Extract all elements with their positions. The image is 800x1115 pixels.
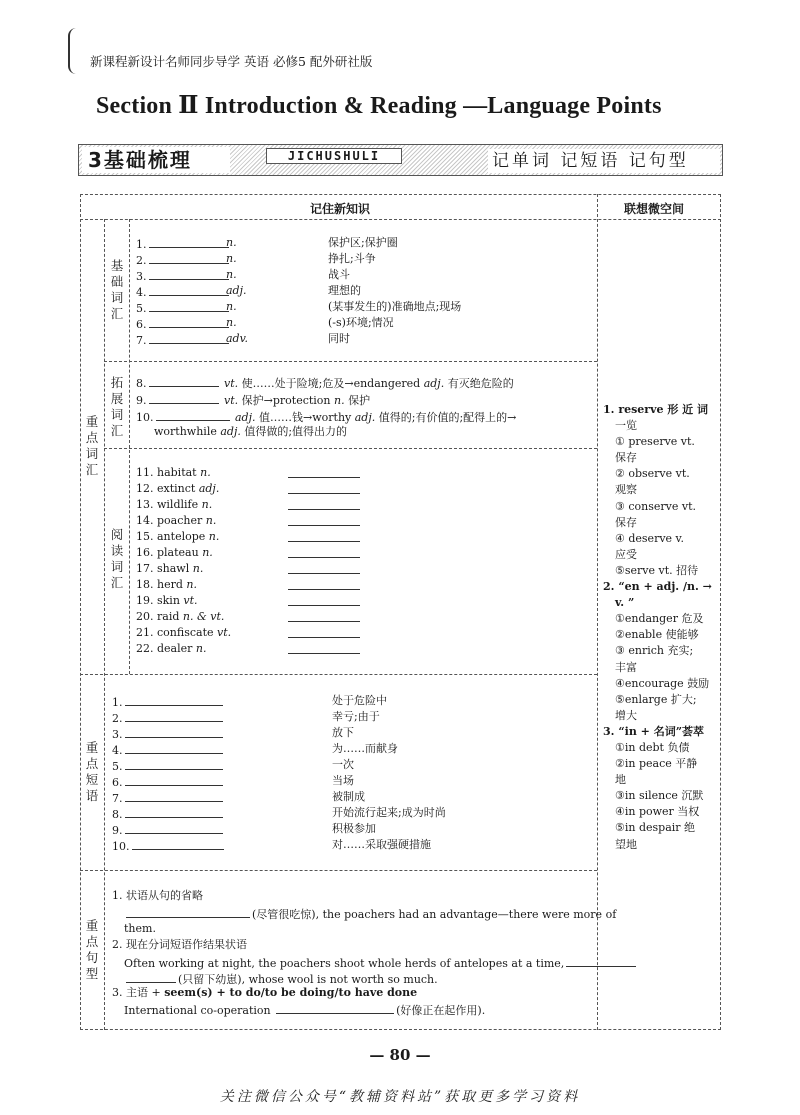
phrase-item: 7. 被制成 — [112, 790, 365, 805]
reading-vocab-item: 16. plateau n. — [136, 546, 213, 560]
answer-blank[interactable] — [149, 300, 229, 312]
reading-vocab-item: 15. antelope n. — [136, 530, 219, 544]
basic-vocab-item: 5. n. (某事发生的)准确地点;现场 — [136, 300, 462, 315]
reading-vocab-item: 22. dealer n. — [136, 642, 207, 656]
association-notes — [603, 402, 715, 853]
note-line: ② observe vt. — [615, 467, 690, 481]
note-line: ①in debt 负债 — [615, 740, 690, 754]
note-line: ②in peace 平静 — [615, 757, 698, 771]
phrase-item: 10. 对……采取强硬措施 — [112, 838, 431, 853]
extended-vocab-continuation: worthwhile adj. 值得做的;值得出力的 — [154, 425, 348, 438]
header-divider — [80, 219, 721, 220]
banner-label: 3基础梳理 — [82, 147, 230, 173]
divider-extended-reading — [104, 448, 597, 449]
category-column-divider — [104, 219, 105, 1030]
side-column-header: 联想微空间 — [624, 202, 685, 216]
basic-vocab-item: 2. n. 挣扎;斗争 — [136, 252, 376, 267]
sentence-pattern-title: 2. 现在分词短语作结果状语 — [112, 938, 247, 951]
answer-blank[interactable] — [149, 284, 229, 296]
note-line: 地 — [615, 773, 626, 787]
sentence-continuation: them. — [124, 922, 156, 935]
basic-vocab-item: 1. n. 保护区;保护圈 — [136, 236, 398, 251]
note-line: ④in power 当权 — [615, 805, 700, 819]
answer-blank[interactable] — [288, 482, 360, 494]
answer-blank[interactable] — [288, 594, 360, 606]
note-line: 1. reserve 形 近 词 — [603, 403, 708, 416]
extended-vocab-item: 10. adj. 值……钱→worthy adj. 值得的;有价值的;配得上的→ — [136, 411, 517, 424]
answer-blank[interactable] — [156, 409, 230, 421]
answer-blank[interactable] — [288, 610, 360, 622]
extended-vocab-item: 9. vt. 保护→protection n. 保护 — [136, 394, 371, 407]
divider-basic-extended — [104, 361, 597, 362]
header-bracket — [68, 28, 80, 74]
note-line: 丰富 — [615, 660, 637, 674]
basic-vocab-item: 7. adv. 同时 — [136, 332, 350, 347]
answer-blank[interactable] — [288, 498, 360, 510]
note-line: ③ enrich 充实; — [615, 644, 694, 658]
divider-phrases-sentences — [80, 870, 597, 871]
note-line: ③in silence 沉默 — [615, 789, 704, 803]
answer-blank[interactable] — [149, 392, 219, 404]
reading-vocab-item: 19. skin vt. — [136, 594, 198, 608]
basic-vocab-item: 3. n. 战斗 — [136, 268, 350, 283]
reading-vocab-item: 20. raid n. & vt. — [136, 610, 224, 624]
main-column-header: 记住新知识 — [310, 202, 371, 216]
note-line: 观察 — [615, 483, 637, 497]
phrase-item: 6. 当场 — [112, 774, 354, 789]
sentence-pattern-title: 1. 状语从句的省略 — [112, 889, 203, 902]
reading-vocab-item: 18. herd n. — [136, 578, 197, 592]
basic-vocab-item: 4. adj. 理想的 — [136, 284, 361, 299]
answer-blank[interactable] — [126, 971, 176, 983]
subcategory-basic-vocab: 基础词汇 — [110, 258, 124, 321]
answer-blank[interactable] — [125, 726, 223, 738]
banner-subtitle: 记单词 记短语 记句型 — [488, 149, 720, 173]
answer-blank[interactable] — [288, 514, 360, 526]
reading-vocab-item: 11. habitat n. — [136, 466, 211, 480]
note-line: ④ deserve v. — [615, 531, 684, 545]
note-line: ① preserve vt. — [615, 435, 695, 449]
note-line: 一览 — [615, 419, 637, 433]
sentence-continuation: (只留下幼崽), whose wool is not worth so much. — [124, 971, 438, 987]
answer-blank[interactable] — [288, 626, 360, 638]
note-line: v. ” — [615, 596, 635, 610]
basic-vocab-item: 6. n. (-s)环境;情况 — [136, 316, 394, 331]
phrase-item: 3. 放下 — [112, 726, 354, 741]
subcategory-reading-vocab: 阅读词汇 — [110, 527, 124, 590]
note-line: ②enable 使能够 — [615, 628, 699, 642]
answer-blank[interactable] — [125, 742, 223, 754]
note-line: ⑤serve vt. 招待 — [615, 563, 699, 577]
note-line: ①endanger 危及 — [615, 612, 704, 626]
answer-blank[interactable] — [149, 268, 229, 280]
category-key-sentences: 重点句型 — [85, 918, 99, 981]
note-line: ③ conserve vt. — [615, 499, 696, 513]
answer-blank[interactable] — [125, 806, 223, 818]
phrase-item: 2. 幸亏;由于 — [112, 710, 380, 725]
reading-vocab-item: 13. wildlife n. — [136, 498, 212, 512]
answer-blank[interactable] — [288, 466, 360, 478]
phrase-item: 8. 开始流行起来;成为时尚 — [112, 806, 446, 821]
phrase-item: 1. 处于危险中 — [112, 694, 387, 709]
answer-blank[interactable] — [126, 906, 250, 918]
note-line: ⑤enlarge 扩大; — [615, 692, 697, 706]
banner-pinyin: JICHUSHULI — [266, 148, 402, 164]
note-line: 保存 — [615, 515, 637, 529]
sentence-item: (尽管很吃惊), the poachers had an advantage—there were more of — [124, 906, 616, 922]
answer-blank[interactable] — [276, 1002, 394, 1014]
answer-blank[interactable] — [149, 375, 219, 387]
extended-vocab-item: 8. vt. 使……处于险境;危及→endangered adj. 有灭绝危险的 — [136, 377, 514, 390]
subcategory-extended-vocab: 拓展词汇 — [110, 375, 124, 438]
page-title: Section Ⅱ Introduction & Reading —Language Points — [96, 93, 662, 119]
answer-blank[interactable] — [125, 774, 223, 786]
running-header: 新课程新设计名师同步导学 英语 必修5 配外研社版 — [90, 54, 373, 69]
reading-vocab-item: 14. poacher n. — [136, 514, 216, 528]
page-number: — 80 — — [369, 1046, 431, 1064]
answer-blank[interactable] — [288, 642, 360, 654]
footer-note: 关注微信公众号“教辅资料站”获取更多学习资料 — [219, 1089, 581, 1105]
phrase-item: 5. 一次 — [112, 758, 354, 773]
answer-blank[interactable] — [125, 758, 223, 770]
answer-blank[interactable] — [149, 236, 229, 248]
answer-blank[interactable] — [288, 530, 360, 542]
sentence-pattern-title: 3. 主语 + seem(s) + to do/to be doing/to have done — [112, 986, 418, 999]
answer-blank[interactable] — [566, 955, 636, 967]
phrase-item: 4. 为……而献身 — [112, 742, 398, 757]
category-key-phrases: 重点短语 — [85, 740, 99, 803]
note-line: 2. “en + adj. /n. → — [603, 580, 712, 594]
divider-vocab-phrases — [80, 674, 597, 675]
answer-blank[interactable] — [149, 316, 229, 328]
note-line: 增大 — [615, 708, 637, 722]
category-key-vocab: 重点词汇 — [85, 414, 99, 477]
note-line: 保存 — [615, 451, 637, 465]
side-column-divider — [597, 194, 598, 1030]
note-line: ⑤in despair 绝 — [615, 821, 696, 835]
answer-blank[interactable] — [125, 710, 223, 722]
answer-blank[interactable] — [125, 822, 223, 834]
reading-vocab-item: 12. extinct adj. — [136, 482, 219, 496]
sentence-item: International co-operation (好像正在起作用). — [124, 1004, 486, 1017]
reading-vocab-item: 21. confiscate vt. — [136, 626, 231, 640]
answer-blank[interactable] — [288, 546, 360, 558]
reading-vocab-item: 17. shawl n. — [136, 562, 203, 576]
note-line: ④encourage 鼓励 — [615, 676, 710, 690]
subcategory-column-divider — [129, 219, 130, 674]
answer-blank[interactable] — [288, 578, 360, 590]
answer-blank[interactable] — [125, 694, 223, 706]
answer-blank[interactable] — [149, 332, 229, 344]
answer-blank[interactable] — [132, 838, 224, 850]
phrase-item: 9. 积极参加 — [112, 822, 376, 837]
answer-blank[interactable] — [125, 790, 223, 802]
note-line: 应受 — [615, 547, 637, 561]
note-line: 望地 — [615, 837, 637, 851]
answer-blank[interactable] — [288, 562, 360, 574]
sentence-item: Often working at night, the poachers shoot whole herds of antelopes at a time, — [124, 955, 638, 971]
note-line: 3. “in + 名词”荟萃 — [603, 724, 705, 738]
answer-blank[interactable] — [149, 252, 229, 264]
